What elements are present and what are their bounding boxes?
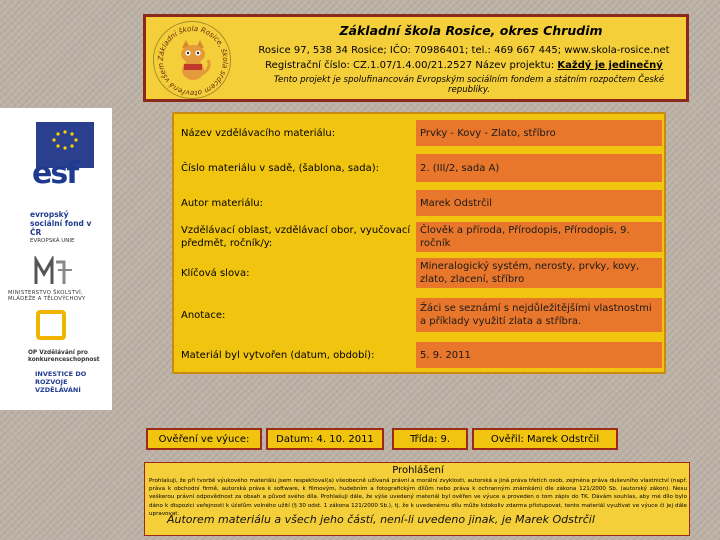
svg-text:Základní škola Rosice, škola s: Základní škola Rosice, škola srdcem otevřená všem [155, 23, 231, 99]
verification-class: Třída: 9. [392, 428, 468, 450]
declaration-title: Prohlášení [392, 465, 444, 476]
row-value: 5. 9. 2011 [416, 342, 662, 368]
registration-text: Registrační číslo: CZ.1.07/1.4.00/21.2527 Název projektu: [265, 60, 558, 71]
row-value: 2. (III/2, sada A) [416, 154, 662, 182]
row-label: Anotace: [181, 309, 226, 321]
row-value: Marek Odstrčil [416, 190, 662, 216]
school-name: Základní škola Rosice, okres Chrudim [339, 23, 603, 38]
funding-logos-panel [0, 108, 112, 410]
row-label: Materiál byl vytvořen (datum, období): [181, 349, 375, 361]
project-name: Každý je jedinečný [557, 60, 663, 71]
msmt-label: MINISTERSTVO ŠKOLSTVÍ, MLÁDEŽE A TĚLOVÝCHOVY [8, 290, 86, 302]
table-row [174, 120, 664, 146]
declaration-text: Prohlašuji, že při tvorbě výukového materiálu jsem respektoval(a) všeobecně užívaná právní a morální zvyklosti, autorská a jiná práva třetích osob, zejména práva duševního vlastnictví (např. práva k obchodní firmě, autorská práva k software, k filmovým, hudebním a fotografickým dílům nebo práva k ochranným známkám) dle zákona 121/2000 Sb. (autorský zákon). Nesu veškerou právní odpovědnost za obsah a původ svého díla. Prohlašuji dále, že výše uvedený materiál byl ověřen ve výuce a proveden o tom zápis do TK. Dávám souhlas, aby mé dílo bylo dáno k dispozici veřejnosti k účelům volného užití (§ 30 odst. 1 zákona 121/2000 Sb.), tj. že k uvedenému dílu může kdokoliv zdarma přistupovat, tento materiál využívat ve výuce či jej dále upravovat. [149, 478, 687, 517]
table-row [174, 222, 664, 252]
declaration-box [144, 462, 690, 536]
cat-icon [172, 38, 214, 82]
verification-date: Datum: 4. 10. 2011 [266, 428, 384, 450]
school-logo [153, 21, 231, 99]
table-row [174, 154, 664, 182]
row-label: Vzdělávací oblast, vzdělávací obor, vyučovací předmět, ročník/y: [181, 225, 411, 249]
esf-logo-text: esf [32, 156, 78, 191]
project-registration [244, 60, 684, 71]
opvk-label: OP Vzdělávání pro konkurenceschopnost [28, 350, 100, 363]
table-row [174, 298, 664, 332]
header-banner [143, 14, 689, 102]
verification-teacher: Ověřil: Marek Odstrčil [472, 428, 618, 450]
row-label: Název vzdělávacího materiálu: [181, 127, 336, 139]
eu-label: EVROPSKÁ UNIE [30, 238, 75, 244]
invest-label: INVESTICE DO ROZVOJE VZDĚLÁVÁNÍ [35, 370, 87, 394]
row-value: Žáci se seznámí s nejdůležitějšími vlastnostmi a příklady využití zlata a stříbra. [416, 298, 662, 332]
table-row [174, 258, 664, 288]
row-value: Člověk a příroda, Přírodopis, Přírodopis, 9. ročník [416, 222, 662, 252]
row-label: Číslo materiálu v sadě, (šablona, sada): [181, 162, 379, 174]
verification-label: Ověření ve výuce: [146, 428, 262, 450]
row-label: Autor materiálu: [181, 197, 263, 209]
material-info-table [172, 112, 666, 374]
row-value: Prvky - Kovy - Zlato, stříbro [416, 120, 662, 146]
esf-subtitle: evropský sociální fond v ČR [30, 210, 92, 237]
table-row [174, 190, 664, 216]
msmt-logo-icon [34, 256, 74, 286]
cofinancing-note: Tento projekt je spolufinancován Evropským sociálním fondem a státním rozpočtem České republiky. [273, 75, 665, 95]
opvk-logo-icon [36, 310, 66, 340]
row-value: Mineralogický systém, nerosty, prvky, kovy, zlato, zlacení, stříbro [416, 258, 662, 288]
table-row [174, 342, 664, 368]
declaration-author: Autorem materiálu a všech jeho částí, není-li uvedeno jinak, je Marek Odstrčil [167, 513, 595, 526]
row-label: Klíčová slova: [181, 267, 250, 279]
school-contact: Rosice 97, 538 34 Rosice; IČO: 70986401; tel.: 469 667 445; www.skola-rosice.net [258, 45, 670, 56]
